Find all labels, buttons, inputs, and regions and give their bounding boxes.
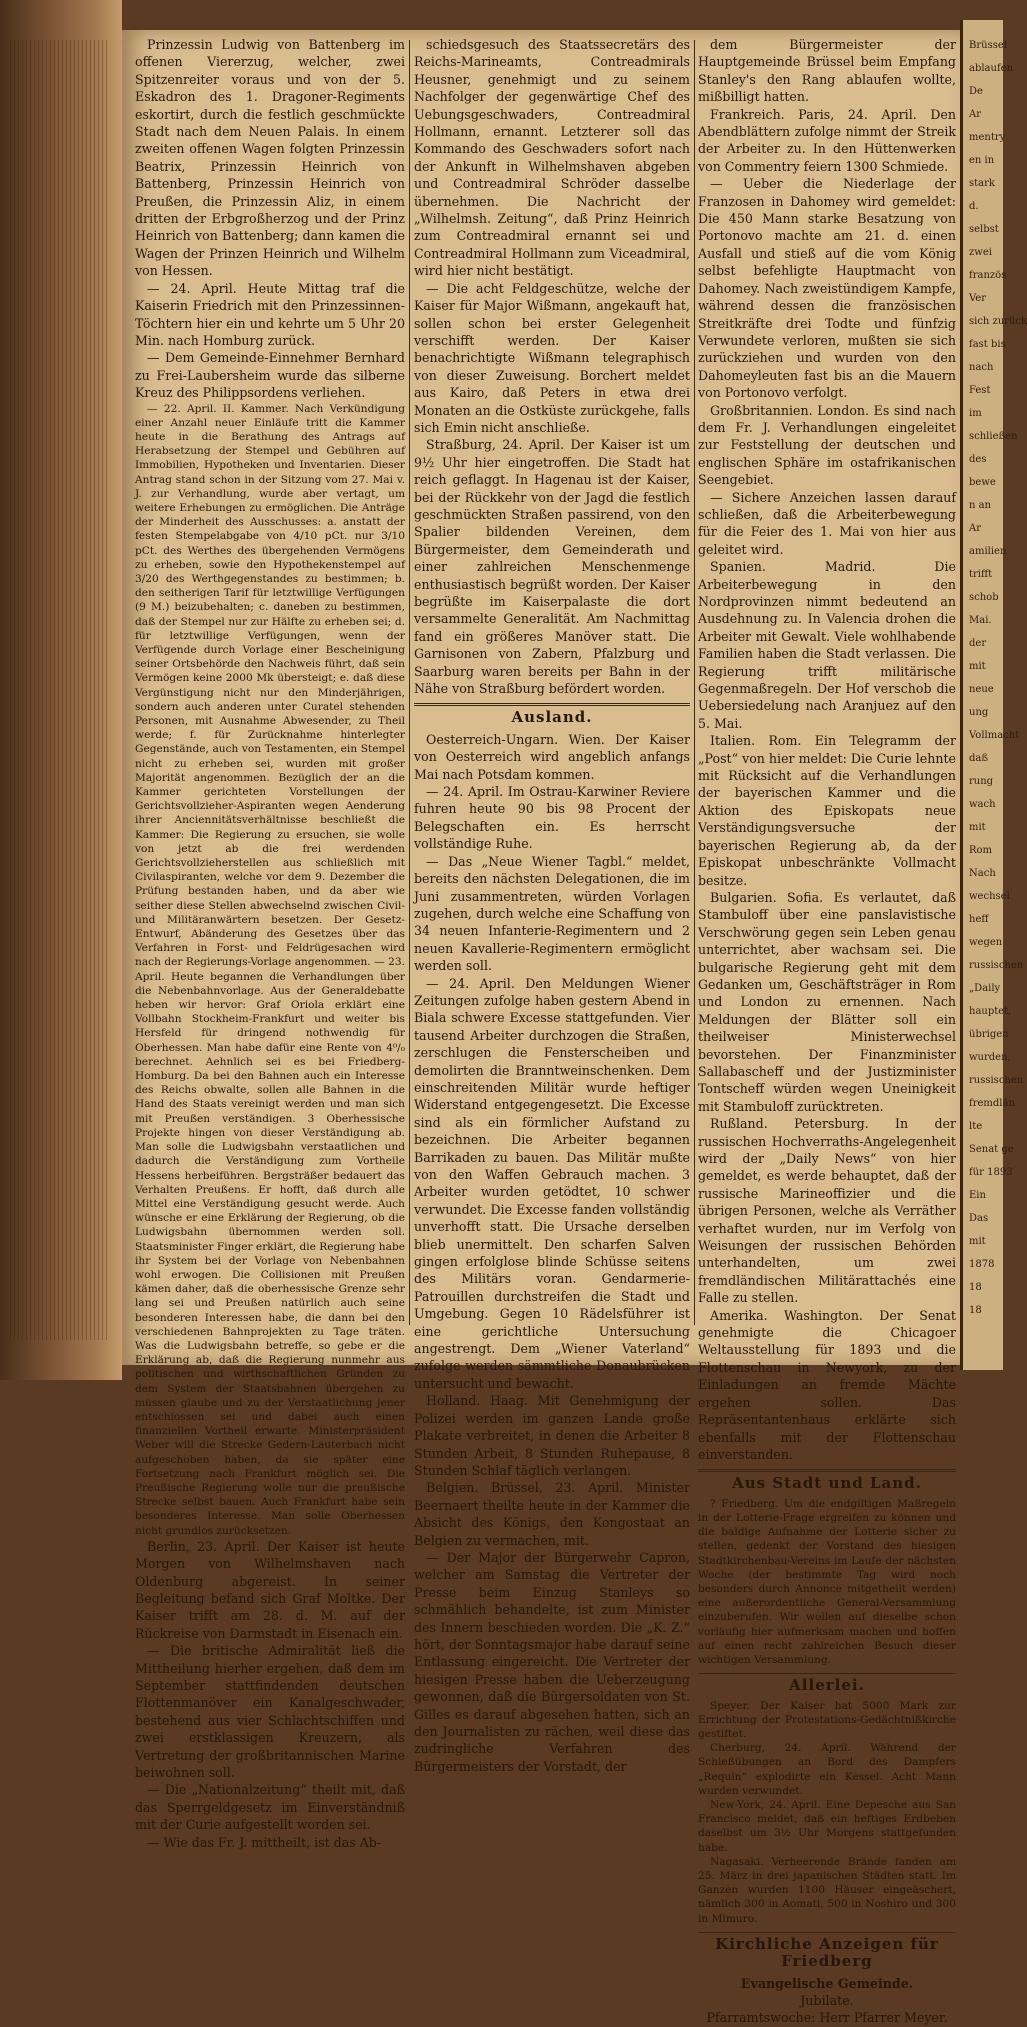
next-page-text-fragment: Ar	[969, 109, 982, 120]
next-page-text-fragment: 18	[969, 1305, 982, 1316]
next-page-text-fragment: zwei	[969, 247, 992, 258]
article-paragraph: — 24. April. Heute Mittag traf die Kaiserin Friedrich mit den Prinzessinnen-Töchtern hier ein und kehrte um 5 Uhr 20 Min. nach Homburg zurück.	[135, 280, 405, 348]
next-page-text-fragment: russischen	[969, 960, 1024, 971]
church-week: Pfarramtswoche: Herr Pfarrer Meyer.	[706, 2010, 948, 2026]
article-paragraph: — 24. April. Im Ostrau-Karwiner Reviere fuhren heute 90 bis 98 Procent der Belegschaften ein. Es herrscht vollständige Ruhe.	[414, 784, 690, 852]
article-paragraph: dem Bürgermeister der Hauptgemeinde Brüssel beim Empfang Stanley's den Rang ablaufen wollte, mißbilligt hatten.	[698, 37, 956, 105]
article-paragraph: Cherburg, 24. April. Während der Schießübungen an Bord des Dampfers „Requin“ explodirte ein Kessel. Acht Mann wurden verwundet.	[698, 1742, 956, 1797]
article-paragraph: Belgien. Brüssel, 23. April. Minister Beernaert theilte heute in der Kammer die Absicht des Königs, den Kongostaat an Belgien zu vermachen, mit.	[414, 1480, 690, 1548]
next-page-text-fragment: des	[969, 454, 987, 465]
article-paragraph: Holland. Haag. Mit Genehmigung der Polizei werden im ganzen Lande große Plakate verbreitet, in denen die Arbeiter 8 Stunden Arbeit, 8 Stunden Ruhepause, 8 Stunden Schlaf täglich verlangen.	[414, 1393, 690, 1478]
article-paragraph: Rußland. Petersburg. In der russischen Hochverraths-Angelegenheit wird der „Daily News“ von hier gemeldet, es werde behauptet, daß der russische Marineoffizier und die übrigen Personen, welche als Verräther verhaftet wurden, nur im Verfolg von Weisungen der russischen Behörden unterhandelten, um zwei fremdländischen Militärattachés eine Falle zu stellen.	[698, 1116, 956, 1306]
next-page-text-fragment: sich zurück	[969, 316, 1027, 327]
column-rule-2	[694, 40, 695, 1325]
next-page-text-fragment: mit	[969, 822, 986, 833]
next-page-text-fragment: für 1893	[969, 1167, 1013, 1178]
column-1	[135, 36, 405, 1850]
next-page-text-fragment: selbst	[969, 224, 999, 235]
next-page-text-fragment: nach	[969, 362, 994, 373]
next-page-text-fragment: wurden,	[969, 1052, 1011, 1063]
church-day: Jubilate.	[800, 1993, 854, 2009]
next-page-text-fragment: im	[969, 408, 982, 419]
article-paragraph: — 24. April. Den Meldungen Wiener Zeitungen zufolge haben gestern Abend in Biala schwere Excesse stattgefunden. Vier tausend Arbeiter durchzogen die Straßen, zerschlugen die Fensterscheiben und demolirten die Branntweinschenken. Dem einschreitenden Militär wurde heftiger Widerstand entgegengesetzt. Die Excesse sind als ein förmlicher Aufstand zu bezeichnen. Die Arbeiter begannen Barrikaden zu bauen. Das Militär mußte von den Waffen Gebrauch machen. 3 Arbeiter wurden getödtet, 10 schwer verwundet. Die Excesse fanden vollständig unverhofft statt. Die Ursache derselben blieb unermittelt. Den scharfen Salven gingen erfolglose blinde Schüsse seitens des Militärs voran. Gendarmerie-Patrouillen durchstreifen die Stadt und Umgebung. Gegen 10 Rädelsführer ist eine gerichtliche Untersuchung angestrengt. Dem „Wiener Vaterland“ zufolge werden sämmtliche Donaubrücken untersucht und bewacht.	[414, 975, 690, 1391]
column-2	[414, 36, 690, 1774]
next-page-text-fragment: Ver	[969, 293, 987, 304]
next-page-text-fragment: trifft	[969, 569, 993, 580]
next-page-text-fragment: stark	[969, 178, 995, 189]
next-page-text-fragment: Das	[969, 1213, 989, 1224]
article-paragraph: — Die acht Feldgeschütze, welche der Kaiser für Major Wißmann, angekauft hat, sollen schon bei erster Gelegenheit verschifft werden. Der Kaiser benachrichtigte Wißmann telegraphisch von dieser Zuweisung. Borchert meldet aus Kairo, daß Peters in etwa drei Monaten an die Ostküste zurückgehe, falls sich Emin nicht anschließe.	[414, 280, 690, 435]
next-page-text-fragment: wegen	[969, 937, 1003, 948]
next-page-text-fragment: heff	[969, 914, 989, 925]
article-paragraph: — Wie das Fr. J. mittheilt, ist das Ab-	[147, 1834, 382, 1850]
section-heading-ausland: Ausland.	[414, 703, 690, 726]
article-paragraph: — 22. April. II. Kammer. Nach Verkündigung einer Anzahl neuer Einläufe tritt die Kammer heute in die Berathung des Antrags auf Herabsetzung der Stempel und Gebühren auf Immobilien, Hypotheken und Inventarien. Dieser Antrag stand schon in der Sitzung vom 27. Mai v. J. zur Verhandlung, wurde aber vertagt, um weitere Erhebungen zu ermöglichen. Die Anträge der Minderheit des Ausschusses: a. anstatt der festen Stempelabgabe von 4/10 pCt. nur 3/10 pCt. des Werthes des übergehenden Vermögens zu erheben, sowie den Hypothekenstempel auf 3/20 des Werthgegenstandes zu bestimmen; b. den seitherigen Tarif für letztwillige Verfügungen (9 M.) beizubehalten; c. daneben zu bestimmen, daß der Stempel nur zur Hälfte zu erheben sei; d. für letztwillige Verfügungen, wenn der Verfügende durch Vorlage einer Bescheinigung seiner Ortsbehörde den Nachweis führt, daß sein Vermögen keine 2000 Mk übersteigt; e. daß diese Vergünstigung nicht nur den Minderjährigen, sondern auch anderen unter Curatel stehenden Personen, mit Ausnahme Abwesender, zu Theil werde; f. für Zurücknahme hinterlegter Gegenstände, auch von Testamenten, ein Stempel nicht zu erheben sei, wurden mit großer Majorität angenommen. Bezüglich der an die Kammer gerichteten Vorstellungen der Gerichtsvollzieher-Aspiranten wegen Aenderung ihrer Anciennitätsverhältnisse beschließt die Kammer: Die Regierung zu ersuchen, sie wolle von jetzt ab die frei werdenden Gerichtsvollzieherstellen aus schließlich mit Civilaspiranten, welche vor dem 9. Dezember die Prüfung bestanden haben, und da aber wie seither diese Stellen abwechselnd zwischen Civil- und Militäranwärtern besetzen. Der Gesetz-Entwurf, Abänderung des Gesetzes über das Verfahren in Forst- und Feldrügesachen wird nach der Regierungs-Vorlage angenommen. — 23. April. Heute begannen die Verhandlungen über die Nebenbahnvorlage. Aus der Generaldebatte heben wir hervor: Graf Oriola erklärt eine Vollbahn Stockheim-Frankfurt und weiter bis Hersfeld für dringend nothwendig für Oberhessen. Man habe dafür eine Rente von 4⁰/₀ berechnet. Aehnlich sei es bei Friedberg-Homburg. Da bei den Bahnen auch ein Interesse des Reichs obwalte, sollen alle Bahnen in die Hand des Staats vereinigt werden und man sich mit Preußen verständigen. 3 Oberhessische Projekte hingen von dieser Verständigung ab. Man solle die Ludwigsbahn verstaatlichen und dadurch die Verständigung zum Vortheile Hessens herbeiführen. Bergsträßer bedauert das Verhalten Preußens. Er hofft, daß durch alle Mittel eine Verständigung gesucht werde. Auch wünsche er eine Erklärung der Regierung, ob die Ludwigsbahn übernommen werden soll. Staatsminister Finger erklärt, die Regierung habe ihr System bei der Vorlage von Nebenbahnen wohl erwogen. Die Collisionen mit Preußen kämen daher, daß die oberhessische Grenze sehr lang sei und Preußen natürlich auch seine besonderen Interessen habe, die dann bei den verschiedenen Bahnprojekten zu Tage träten. Was die Ludwigsbahn betreffe, so gebe er die Erklärung ab, daß die Regierung nunmehr aus politischen und wirthschaftlichen Gründen zu dem System der Staatsbahnen übergehen zu müssen glaube und zu der Verstaatlichung jener entschlossen sei und dabei auch einen finanziellen Vortheil erwarte. Ministerpräsident Weber will die Strecke Gedern-Lauterbach nicht aufgeschoben haben, da sie später eine Fortsetzung nach Frankfurt möglich sei. Die Preußische Regierung wolle nur die preußische Strecke selbst bauen. Auch Frankfurt habe sein besonderes Interesse. Man solle Oberhessen nicht grundlos zurücksetzen.	[135, 402, 405, 1537]
book-binding	[0, 0, 122, 1380]
article-paragraph: ? Friedberg. Um die endgiltigen Maßregeln in der Lotterie-Frage ergreifen zu können und die baldige Aufnahme der Lotterie sicher zu stellen, gedenkt der Vorstand des hiesigen Stadtkirchenbau-Vereins im Laufe der nächsten Woche (der bestimmte Tag wird noch besonders durch Annonce mitgetheilt werden) eine außerordentliche General-Versammlung einzuberufen. Wir wollen auf dieselbe schon vorläufig hier aufmerksam machen und hoffen auf einen recht zahlreichen Besuch dieser wichtigen Versammlung.	[698, 1497, 956, 1666]
next-page-text-fragment: rung	[969, 776, 994, 787]
article-paragraph: — Ueber die Niederlage der Franzosen in Dahomey wird gemeldet: Die 450 Mann starke Besatzung von Portonovo machte am 21. d. einen Ausfall und stieß auf die vom König selbst befehligte Hauptmacht von Dahomey. Nach zweistündigem Kampfe, während dessen die französischen Streitkräfte drei Todte und fünfzig Verwundete verloren, mußten sie sich zurückziehen und wurden von den Dahomeyleuten fast bis an die Mauern von Portonovo verfolgt.	[698, 176, 956, 401]
next-page-text-fragment: „Daily	[969, 983, 1001, 994]
next-page-text-fragment: Senat ge	[969, 1144, 1014, 1155]
article-paragraph: Nagasaki. Verheerende Brände fanden am 25. März in drei japanischen Städten statt. Im Ganzen wurden 1100 Häuser eingeäschert, nämlich 300 in Aomati, 500 in Noshiro und 300 in Mimuro.	[698, 1855, 956, 1925]
article-paragraph: Bulgarien. Sofia. Es verlautet, daß Stambuloff über eine panslavistische Verschwörung gegen sein Leben genau unterrichtet, aber wachsam sei. Die bulgarische Regierung geht mit dem Gedanken um, Geschäftsträger in Rom und London zu ernennen. Nach Meldungen der Blätter soll ein theilweiser Ministerwechsel bevorstehen. Der Finanzminister Sallabascheff und der Justizminister Tontscheff würden wegen Uneinigkeit mit Stambuloff zurücktreten.	[698, 889, 956, 1114]
next-page-text-fragment: d.	[969, 201, 979, 212]
next-page-text-fragment: ung	[969, 707, 989, 718]
column-rule-1	[409, 40, 410, 1325]
next-page-text-fragment: Ein	[969, 1190, 986, 1201]
next-page-text-fragment: daß	[969, 753, 989, 764]
article-paragraph: Straßburg, 24. April. Der Kaiser ist um 9½ Uhr hier eingetroffen. Die Stadt hat reich geflaggt. In Hagenau ist der Kaiser, bei der Rückkehr von der Jagd die festlich geschmückten Straßen passirend, von den Spalier bildenden Vereinen, dem Bürgermeister, dem Gemeinderath und einer zahlreichen Menschenmenge enthusiastisch begrüßt worden. Der Kaiser begrüßte im Kaiserpalaste die dort versammelte Generalität. Am Nachmittag fand ein größeres Manöver statt. Die Garnisonen von Zabern, Pfalzburg und Saarburg waren bereits per Bahn in der Nähe von Straßburg befördert worden.	[414, 437, 690, 697]
article-paragraph: Italien. Rom. Ein Telegramm der „Post“ von hier meldet: Die Curie lehnte mit Rücksicht auf die Verhandlungen der bayerischen Kammer und die Aktion des Episkopats neue Verständigungsversuche der bayerischen Regierung ab, da der Episkopat unbeschränkte Vollmacht besitze.	[698, 733, 956, 888]
next-page-text-fragment: mit	[969, 1236, 986, 1247]
next-page-text-fragment: en in	[969, 155, 995, 166]
next-page-text-fragment: Ar	[969, 523, 982, 534]
next-page-text-fragment: fremdlän	[969, 1098, 1015, 1109]
next-page-text-fragment: n an	[969, 500, 992, 511]
next-page-text-fragment: bewe	[969, 477, 996, 488]
article-paragraph: Amerika. Washington. Der Senat genehmigte die Chicagoer Weltausstellung für 1893 und die Flottenschau in Newyork, zu der Einladungen an fremde Mächte ergehen sollen. Das Repräsentantenhaus erklärte sich ebenfalls mit der Flottenschau einverstanden.	[698, 1307, 956, 1462]
next-page-text-fragment: 1878	[969, 1259, 995, 1270]
article-paragraph: Großbritannien. London. Es sind nach dem Fr. J. Verhandlungen eingeleitet zur Feststellung der deutschen und englischen Sphäre im ostafrikanischen Seengebiet.	[698, 402, 956, 488]
next-page-text-fragment: mit	[969, 661, 986, 672]
next-page-text-fragment: wach	[969, 799, 996, 810]
section-heading-kirchliche-anzeigen: Kirchliche Anzeigen für Friedberg	[698, 1932, 956, 1971]
next-page-text-fragment: wechsel	[969, 891, 1010, 902]
section-heading-stadt-und-land: Aus Stadt und Land.	[698, 1469, 956, 1492]
article-paragraph: schiedsgesuch des Staatssecretärs des Reichs-Marineamts, Contreadmirals Heusner, genehmigt und zu seinem Nachfolger der gegenwärtige Chef des Uebungsgeschwaders, Contreadmiral Hollmann, ernannt. Letzterer soll das Kommando des Geschwaders sofort nach der Ankunft in Wilhelmshaven abgeben und Contreadmiral Schröder dasselbe übernehmen. Die Nachricht der „Wilhelmsh. Zeitung“, daß Prinz Heinrich zum Contreadmiral ernannt sei und Contreadmiral Hollmann zum Viceadmiral, wird hier nicht bestätigt.	[414, 37, 690, 279]
next-page-text-fragment: hauptet,	[969, 1006, 1012, 1017]
next-page-text-fragment: Nach	[969, 868, 996, 879]
column-3	[698, 36, 956, 2026]
article-paragraph: New-York, 24. April. Eine Depesche aus San Francisco meldet, daß ein heftiges Erdbeben daselbst um 3½ Uhr Morgens stattgefunden habe.	[698, 1798, 956, 1854]
next-page-text-fragment: Fest	[969, 385, 991, 396]
next-page-text-fragment: französ	[969, 270, 1007, 281]
article-paragraph: Berlin, 23. April. Der Kaiser ist heute Morgen von Wilhelmshaven nach Oldenburg abgereist. In seiner Begleitung befand sich Graf Moltke. Der Kaiser trifft am 28. d. M. auf der Rückreise von Darmstadt in Eisenach ein.	[135, 1538, 405, 1641]
next-page-text-fragment: Rom	[969, 845, 993, 856]
article-paragraph: Frankreich. Paris, 24. April. Den Abendblättern zufolge nimmt der Streik der Arbeiter zu. In den Hüttenwerken von Commentry feiern 1300 Schmiede.	[698, 106, 956, 174]
next-page-text-fragment: schließen	[969, 431, 1018, 442]
article-paragraph: Oesterreich-Ungarn. Wien. Der Kaiser von Oesterreich wird angeblich anfangs Mai nach Potsdam kommen.	[414, 731, 690, 782]
next-page-text-fragment: der	[969, 638, 987, 649]
next-page-text-fragment: neue	[969, 684, 994, 695]
article-paragraph: — Der Major der Bürgerwehr Capron, welcher am Samstag die Vertreter der Presse beim Einzug Stanleys so schmählich behandelte, ist zum Minister des Innern beschieden worden. Die „K. Z.“ hört, der Sonntagsmajor habe darauf seine Entlassung eingereicht. Die Vertreter der hiesigen Presse haben die Ueberzeugung gewonnen, daß die Bürgersoldaten von St. Gilles es darauf abgesehen hatten, sich an den Journalisten zu rächen, weil diese das zudringliche Verfahren des Bürgermeisters der Vorstadt, der	[414, 1549, 690, 1774]
next-page-text-fragment: amilien	[969, 546, 1007, 557]
next-page-text-fragment: fast bis	[969, 339, 1006, 350]
next-page-text-fragment: mentry	[969, 132, 1006, 143]
article-paragraph: Speyer. Der Kaiser hat 5000 Mark zur Errichtung der Protestations-Gedächtnißkirche gestiftet.	[698, 1699, 956, 1740]
next-page-text-fragment: schob	[969, 592, 999, 603]
next-page-text-fragment: ablaufen	[969, 63, 1014, 74]
article-paragraph: — Die „Nationalzeitung“ theilt mit, daß das Sperrgeldgesetz im Einverständniß mit der Curie aufgestellt worden sei.	[135, 1782, 405, 1833]
next-page-text-fragment: Mai.	[969, 615, 992, 626]
article-paragraph: Spanien. Madrid. Die Arbeiterbewegung in den Nordprovinzen nimmt bedeutend an Ausdehnung zu. In Valencia drohen die Arbeiter mit Gewalt. Viele wohlhabende Familien haben die Stadt verlassen. Die Regierung trifft militärische Gegenmaßregeln. Der Hof verschob die Uebersiedelung nach Aranjuez auf den 5. Mai.	[698, 559, 956, 731]
article-paragraph: — Die britische Admiralität ließ die Mittheilung hierher ergehen, daß dem im September stattfindenden deutschen Flottenmanöver ein Kanalgeschwader, bestehend aus vier Schlachtschiffen und zwei erstklassigen Kreuzern, als Vertretung der großbritannischen Marine beiwohnen soll.	[135, 1643, 405, 1781]
article-paragraph: — Das „Neue Wiener Tagbl.“ meldet, bereits den nächsten Delegationen, die im Juni zusammentreten, würden Vorlagen zugehen, durch welche eine Schaffung von 34 neuen Infanterie-Regimentern und 2 neuen Kavallerie-Regimentern ermöglicht werden soll.	[414, 853, 690, 974]
church-subtitle: Evangelische Gemeinde.	[740, 1975, 914, 1991]
article-paragraph: — Sichere Anzeichen lassen darauf schließen, daß die Arbeiterbewegung für die Feier des 1. Mai von hier aus geleitet wird.	[698, 489, 956, 557]
article-paragraph: — Dem Gemeinde-Einnehmer Bernhard zu Frei-Laubersheim wurde das silberne Kreuz des Philippsordens verliehen.	[135, 350, 405, 401]
next-page-text-fragment: De	[969, 86, 983, 97]
adjacent-page-fragment	[960, 20, 1027, 1370]
section-heading-allerlei: Allerlei.	[698, 1673, 956, 1694]
next-page-text-fragment: Brüssel	[969, 40, 1007, 51]
next-page-text-fragment: übrigen	[969, 1029, 1009, 1040]
article-paragraph: Prinzessin Ludwig von Battenberg im offenen Viererzug, welcher, zwei Spitzenreiter voraus und von der 5. Eskadron des 1. Dragoner-Regiments eskortirt, durch die festlich geschmückte Stadt nach dem Neuen Palais. In einem zweiten offenen Wagen folgten Prinzessin Beatrix, Prinzessin Heinrich von Battenberg, Prinzessin Heinrich von Preußen, die Prinzessin Aliz, in einem dritten der Erbgroßherzog und der Prinz Heinrich von Battenberg; dann kamen die Wagen der Prinzen Heinrich und Wilhelm von Hessen.	[135, 37, 405, 279]
next-page-text-fragment: russischen	[969, 1075, 1024, 1086]
next-page-text-fragment: 18	[969, 1282, 982, 1293]
next-page-text-fragment: Vollmacht	[969, 730, 1020, 741]
binding-page-edges	[10, 40, 110, 1340]
next-page-text-fragment: lte	[969, 1121, 983, 1132]
